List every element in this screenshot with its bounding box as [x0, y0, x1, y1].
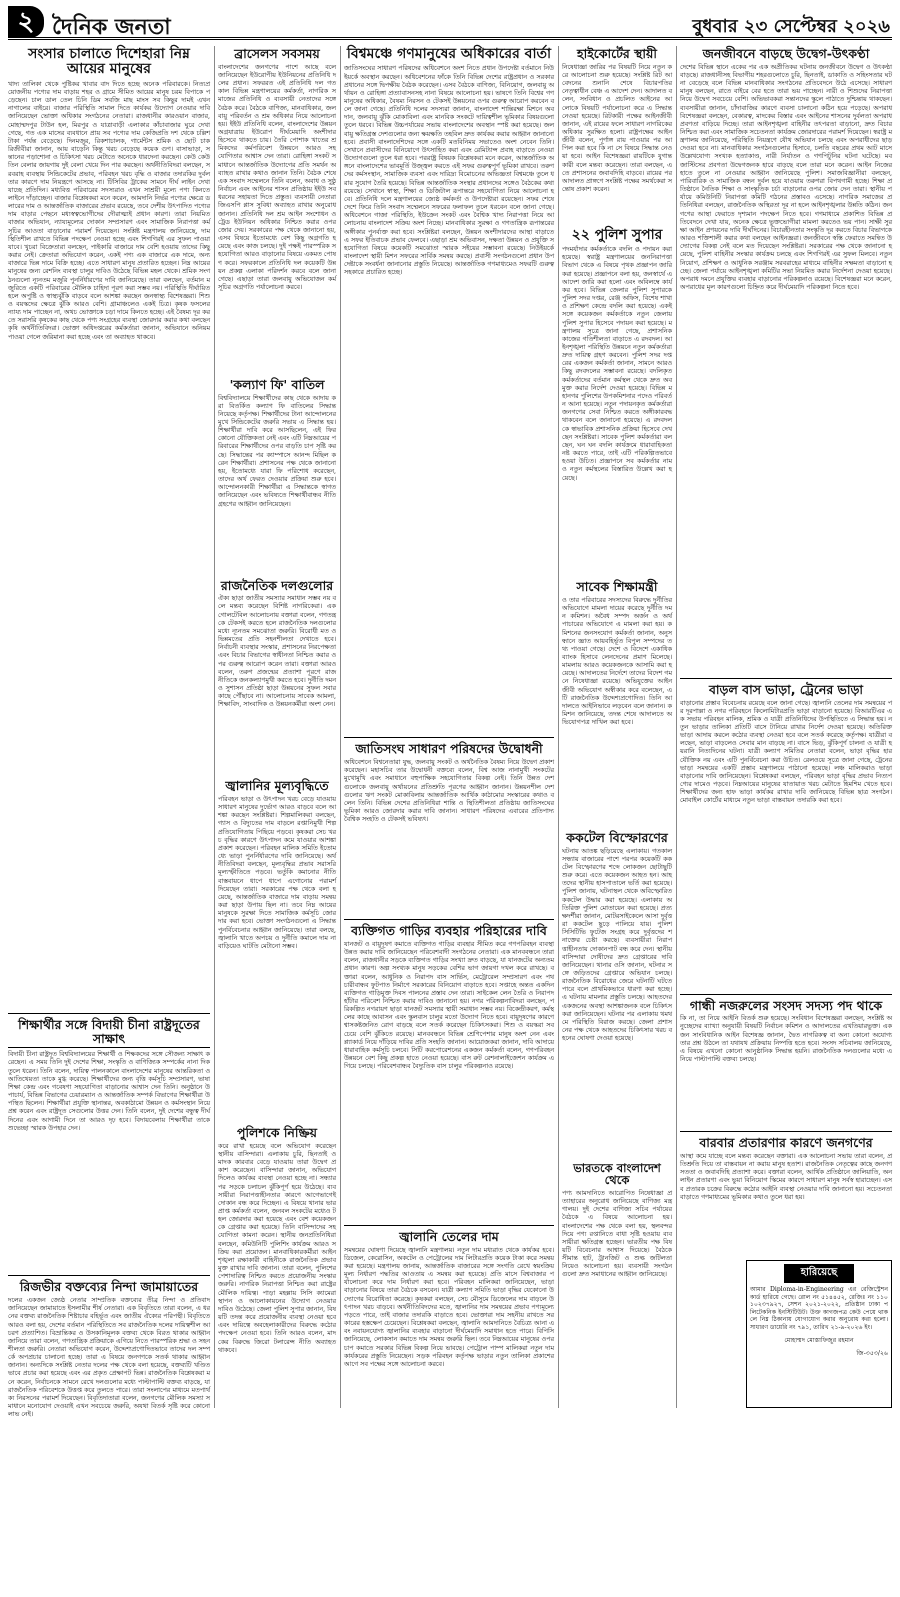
- article-body: বিদায়ী চীনা রাষ্ট্রদূত বিশ্ববিদ্যালয়ের শিক্ষার্থী ও শিক্ষকদের সঙ্গে সৌজন্য সাক্ষাৎ করেছেন। এ সময় তিনি দুই দেশের শিক্ষা, সংস্কৃতি ও বাণিজ্যিক সম্পর্কের নানা দিক তুলে ধরেন। তিনি বলেন, দায়িত্ব পালনকালে বাংলাদেশের মানুষের আন্তরিকতা ও আতিথেয়তা তাকে মুগ্ধ করেছে। শিক্ষার্থীদের জন্য বৃত্তি কর্মসূচি সম্প্রসারণ, ভাষা শিক্ষা কেন্দ্র এবং গবেষণা সহযোগিতা বাড়ানোর আশ্বাস দেন তিনি। অনুষ্ঠানে উপাচার্য, বিভিন্ন বিভাগের চেয়ারম্যান ও আন্তর্জাতিক সম্পর্ক বিভাগের শিক্ষার্থীরা উপস্থিত ছিলেন। শিক্ষার্থীরা প্রযুক্তি স্থানান্তর, অবকাঠামো উন্নয়ন ও কর্মসংস্থান নিয়ে প্রশ্ন করেন এবং রাষ্ট্রদূত সেগুলোর উত্তর দেন। তিনি বলেন, দুই দেশের বন্ধুত্ব দীর্ঘদিনের এবং আগামী দিনে তা আরও দৃঢ় হবে। বিদায়বেলায় শিক্ষার্থীরা তাকে শুভেচ্ছা স্মারক উপহার দেন।: [8, 1051, 210, 1132]
- article-fuel-oil-price: [344, 1230, 554, 1427]
- article-private-car-use: [344, 924, 554, 1221]
- article-body: নিষেধাজ্ঞা জারির পর বিষয়টি নিয়ে নতুন করে আলোচনা শুরু হয়েছে। সংশ্লিষ্ট রিট আবেদনের শুনানি শেষে বিচারপতির নেতৃত্বাধীন বেঞ্চ এ আদেশ দেন। আদালত বলেন, সংবিধান ও প্রচলিত আইনের আলোকে বিষয়টি পর্যালোচনা করে এ সিদ্ধান্ত নেওয়া হয়েছে। রিটকারী পক্ষের আইনজীবী জানান, এই রায়ের ফলে সাধারণ নাগরিকের অধিকার সুরক্ষিত হলো। রাষ্ট্রপক্ষের আইনজীবী বলেন, পূর্ণাঙ্গ রায় পাওয়ার পর আপিল করা হবে কি না সে বিষয়ে সিদ্ধান্ত নেওয়া হবে। আইন বিশেষজ্ঞরা রায়টিকে যুগান্তকারী বলে মন্তব্য করেছেন। তারা বলছেন, এতে প্রশাসনের জবাবদিহি বাড়বে। রায়ের পর আদালত প্রাঙ্গণে সংশ্লিষ্ট পক্ষের সমর্থকেরা সন্তোষ প্রকাশ করেন।: [562, 63, 672, 194]
- column-rule: [676, 46, 677, 1408]
- article-body: বাড়ানোর প্রস্তাব বিবেচনায় রয়েছে বলে জানা গেছে। জ্বালানি তেলের দাম সমন্বয়ের পর দূরপাল্লা ও নগর পরিবহনে কিলোমিটারপ্রতি ভাড়া বাড়ানো হয়েছে। বিআরটিএর এক সভায় পরিবহন মালিক, শ্রমিক ও যাত্রী প্রতিনিধিদের উপস্থিতিতে এ সিদ্ধান্ত হয়। নতুন ভাড়ার তালিকা প্রতিটি বাসে টানিয়ে রাখার নির্দেশ দেওয়া হয়েছে। অতিরিক্ত ভাড়া আদায় করলে কঠোর ব্যবস্থা নেওয়া হবে বলে সতর্ক করেছে কর্তৃপক্ষ। যাত্রীরা বলছেন, ভাড়া বাড়লেও সেবার মান বাড়ছে না। বাসে ভিড়, ঝুঁকিপূর্ণ চালনা ও যাত্রী হয়রানি নিত্যদিনের ঘটনা। যাত্রী কল্যাণ সমিতির নেতারা বলেন, ভাড়া বৃদ্ধির হার যৌক্তিক নয় এবং এটি পুনর্বিবেচনা করা উচিত। রেলওয়ে সূত্রে জানা গেছে, ট্রেনের ভাড়া সমন্বয়ের একটি প্রস্তাব মন্ত্রণালয়ে পাঠানো হয়েছে। লঞ্চ মালিকরাও ভাড়া বাড়ানোর দাবি জানিয়েছেন। বিশ্লেষকরা বলছেন, পরিবহন ভাড়া বৃদ্ধির প্রভাব নিত্যপণ্যের দামেও পড়বে। নিম্নআয়ের মানুষের যাতায়াত খরচ মেটাতে হিমশিম খেতে হবে। শিক্ষার্থীদের জন্য হাফ ভাড়া কার্যকর রাখার দাবি জানিয়েছে বিভিন্ন ছাত্র সংগঠন। মোবাইল কোর্টের মাধ্যমে নতুন ভাড়া বাস্তবায়ন তদারকি করা হবে।: [680, 699, 892, 805]
- column-1: [8, 46, 210, 1419]
- article-high-court: [562, 47, 672, 224]
- column-rule: [214, 46, 215, 1408]
- article-cost-of-living: [8, 47, 210, 1009]
- article-police-inactive: [218, 1126, 336, 1443]
- article-political-parties: [218, 579, 336, 776]
- article-body: পদমর্যাদার কর্মকর্তাকে বদলি ও পদায়ন করা হয়েছে। স্বরাষ্ট্র মন্ত্রণালয়ের জননিরাপত্তা বিভাগ থেকে এ বিষয়ে পৃথক প্রজ্ঞাপন জারি করা হয়েছে। প্রজ্ঞাপনে বলা হয়, জনস্বার্থে এ আদেশ জারি করা হলো এবং অবিলম্বে কার্যকর হবে। বিভিন্ন জেলার পুলিশ সুপারকে পুলিশ সদর দপ্তর, রেঞ্জ অফিস, বিশেষ শাখা ও প্রশিক্ষণ কেন্দ্রে বদলি করা হয়েছে। একই সঙ্গে কয়েকজন কর্মকর্তাকে নতুন জেলায় পুলিশ সুপার হিসেবে পদায়ন করা হয়েছে। মন্ত্রণালয় সূত্রে জানা গেছে, প্রশাসনিক কাজের গতিশীলতা বাড়াতে এ রদবদল। আইনশৃঙ্খলা পরিস্থিতি উন্নয়নে নতুন কর্মকর্তারা দ্রুত দায়িত্ব গ্রহণ করবেন। পুলিশ সদর দপ্তরের একজন কর্মকর্তা জানান, সামনে আরও কিছু রদবদলের সম্ভাবনা রয়েছে। বদলিকৃত কর্মকর্তাদের বর্তমান কর্মস্থল থেকে দ্রুত অবমুক্ত করার নির্দেশ দেওয়া হয়েছে। বিভিন্ন মহানগর পুলিশের উপকমিশনার পদেও পরিবর্তন আনা হয়েছে। নতুন পদায়নকৃত কর্মকর্তারা জনগণের সেবা নিশ্চিত করতে অঙ্গীকারবদ্ধ থাকবেন বলে জানানো হয়েছে। এ রদবদলকে স্বাভাবিক প্রশাসনিক প্রক্রিয়া হিসেবে দেখছেন সংশ্লিষ্টরা। সাবেক পুলিশ কর্মকর্তারা বলছেন, ঘন ঘন বদলি কার্যক্রমে ধারাবাহিকতা নষ্ট করতে পারে, তাই এটি পরিকল্পিতভাবে হওয়া উচিত। প্রজ্ঞাপনে সব কর্মকর্তার নাম ও নতুন কর্মস্থলের বিস্তারিত উল্লেখ করা হয়েছে।: [562, 246, 672, 482]
- article-headline: গান্ধী নজরুলের সংসদ সদস্য পদ থাকে: [689, 997, 883, 1013]
- article-public-anxiety: [680, 47, 892, 674]
- notice-title: হারিয়েছে: [784, 1264, 854, 1283]
- article-headline: ব্যক্তিগত গাড়ির ব্যবহার পরিহারের দাবি: [351, 923, 547, 939]
- article-headline: পুলিশকে নিষ্ক্রিয়: [236, 1125, 318, 1140]
- article-headline: ২২ পুলিশ সুপার: [571, 226, 663, 243]
- article-fuel-price-rise: [218, 779, 336, 1122]
- article-headline: জ্বালানি তেলের দাম: [399, 1228, 499, 1244]
- story-separator: [680, 678, 892, 679]
- story-separator: [680, 994, 892, 995]
- article-headline: রিজভীর বক্তব্যের নিন্দা জামায়াতের: [19, 1279, 199, 1295]
- article-body: বাংলাদেশের জনগণের পাশে আছে বলে জানিয়েছেন ইউরোপীয় ইউনিয়নের প্রতিনিধি দলের প্রধান। সফররত এই প্রতিনিধি দল গতকাল বিভিন্ন মন্ত্রণালয়ের কর্মকর্তা, নাগরিক সমাজের প্রতিনিধি ও ব্যবসায়ী নেতাদের সঙ্গে বৈঠক করে। বৈঠকে বাণিজ্য, মানবাধিকার, জলবায়ু পরিবর্তন ও শ্রম অধিকার নিয়ে আলোচনা হয়। ইইউ প্রতিনিধি বলেন, বাংলাদেশের উন্নয়ন অগ্রযাত্রায় ইউরোপ দীর্ঘমেয়াদি অংশীদার হিসেবে থাকতে চায়। তৈরি পোশাক খাতের শ্রমিকদের কর্মপরিবেশ উন্নয়নে আরও সহযোগিতার আশ্বাস দেন তারা। রোহিঙ্গা সংকট সমাধানে আন্তর্জাতিক উদ্যোগের প্রতি সমর্থন অব্যাহত রাখার কথাও জানান তিনি। বৈঠক শেষে এক সংবাদ সম্মেলনে তিনি বলেন, অবাধ ও সুষ্ঠু নির্বাচন এবং আইনের শাসন প্রতিষ্ঠায় ইইউ সব ধরনের সহায়তা দিতে প্রস্তুত। ব্যবসায়ী নেতারা জিএসপি প্লাস সুবিধা অব্যাহত রাখার অনুরোধ জানান। প্রতিনিধি দল শ্রম আইন সংশোধন ও ট্রেড ইউনিয়ন অধিকার নিশ্চিত করার ওপর জোর দেয়। সরকারের পক্ষ থেকে জানানো হয়, এসব বিষয়ে ইতোমধ্যে বেশ কিছু অগ্রগতি হয়েছে এবং কাজ চলছে। দুই পক্ষই পারস্পরিক সহযোগিতা আরও বাড়ানোর বিষয়ে একমত পোষণ করে। সফরকালে প্রতিনিধি দল কয়েকটি উন্নয়ন প্রকল্প এলাকা পরিদর্শন করবে বলে জানা গেছে। এছাড়া তারা জলবায়ু অভিযোজন কর্মসূচির অগ্রগতি পর্যালোচনা করবে।: [218, 63, 336, 291]
- article-body: আস্থা কমে যাচ্ছে বলে মন্তব্য করেছেন বক্তারা। এক আলোচনা সভায় তারা বলেন, প্রতিশ্রুতি দিয়ে তা বাস্তবায়ন না করায় মানুষ হতাশ। রাজনৈতিক নেতৃত্বের কাছে জনগণ সততা ও জবাবদিহি প্রত্যাশা করে। বক্তারা বলেন, আর্থিক প্রতিষ্ঠানে জালিয়াতি, অনলাইন প্রতারণা এবং ভুয়া বিনিয়োগ স্কিমের কারণে সাধারণ মানুষ সর্বস্ব হারাচ্ছেন। এসব প্রতারক চক্রের বিরুদ্ধে কঠোর আইনি ব্যবস্থা নেওয়ার দাবি জানানো হয়। সচেতনতা বাড়াতে গণমাধ্যমের ভূমিকার কথাও তুলে ধরা হয়।: [680, 1153, 892, 1201]
- story-separator: [344, 919, 554, 920]
- article-headline: জনজীবনে বাড়ছে উদ্বেগ-উৎকণ্ঠা: [702, 46, 870, 61]
- column-rule: [558, 46, 559, 1408]
- article-police-superintendents: [562, 228, 672, 576]
- column-2: [218, 46, 336, 1408]
- article-body: ও তার পরিবারের সদস্যদের বিরুদ্ধে দুর্নীতির অভিযোগে মামলা দায়ের করেছে দুর্নীতি দমন কমিশন। অবৈধ সম্পদ অর্জন ও অর্থ পাচারের অভিযোগে এ মামলা করা হয়। কমিশনের জনসংযোগ কর্মকর্তা জানান, অনুসন্ধানে জ্ঞাত আয়বহির্ভূত বিপুল সম্পদের তথ্য পাওয়া গেছে। দেশে ও বিদেশে একাধিক ব্যাংক হিসাবে লেনদেনের প্রমাণ মিলেছে। মামলায় আরও কয়েকজনকে আসামি করা হয়েছে। আদালতের নির্দেশে তাদের বিদেশ গমনে নিষেধাজ্ঞা রয়েছে। অভিযুক্তের আইনজীবী অভিযোগ অস্বীকার করে বলেছেন, এটি রাজনৈতিক উদ্দেশ্যপ্রণোদিত। তিনি আদালতে আইনিভাবে লড়বেন বলে জানান। কমিশন জানিয়েছে, তদন্ত শেষে আদালতে অভিযোগপত্র দাখিল করা হবে।: [562, 596, 672, 727]
- article-headline: 'কল্যাণ ফি' বাতিল: [229, 376, 325, 392]
- article-brussels: [218, 47, 336, 374]
- article-body: কি না, তা নিয়ে আইনি বিতর্ক শুরু হয়েছে। সংবিধান বিশেষজ্ঞরা বলছেন, সংশ্লিষ্ট অনুচ্ছেদের ব্যাখ্যা অনুযায়ী বিষয়টি নির্বাচন কমিশন ও আদালতের এখতিয়ারভুক্ত। একজন সাংবিধানিক আইন বিশেষজ্ঞ জানান, দ্বৈত নাগরিকত্ব বা অন্য কোনো অযোগ্যতার প্রশ্ন উঠলে তা যথাযথ প্রক্রিয়ায় নিষ্পত্তি হতে হবে। সংসদ সচিবালয় জানিয়েছে, এ বিষয়ে এখনো কোনো আনুষ্ঠানিক সিদ্ধান্ত হয়নি। রাজনৈতিক দলগুলোর মধ্যে এ নিয়ে পাল্টাপাল্টি বক্তব্য চলছে।: [680, 1015, 892, 1064]
- article-body: দেশের বিভিন্ন স্থানে একের পর এক অপ্রীতিকর ঘটনায় জনজীবনে উদ্বেগ ও উৎকণ্ঠা বাড়ছে। রাজধানীসহ বিভাগীয় শহরগুলোতে চুরি, ছিনতাই, ডাকাতি ও সহিংসতার ঘটনা বেড়েছে বলে বিভিন্ন মানবাধিকার সংগঠনের প্রতিবেদনে উঠে এসেছে। সাধারণ মানুষ বলছেন, রাতে বাইরে বের হতে তারা ভয় পাচ্ছেন। নারী ও শিশুদের নিরাপত্তা নিয়ে উদ্বেগ সবচেয়ে বেশি। অভিভাবকরা সন্তানদের স্কুলে পাঠাতে দুশ্চিন্তায় থাকছেন। ব্যবসায়ীরা জানান, চাঁদাবাজির কারণে ব্যবসা চালানো কঠিন হয়ে পড়েছে। অপরাধ বিশেষজ্ঞরা বলছেন, বেকারত্ব, মাদকের বিস্তার এবং আইনের শাসনের দুর্বলতা অপরাধ প্রবণতা বাড়িয়ে দিচ্ছে। তারা আইনশৃঙ্খলা বাহিনীর তৎপরতা বাড়ানো, দ্রুত বিচার নিশ্চিত করা এবং সামাজিক সচেতনতা কার্যক্রম জোরদারের পরামর্শ দিয়েছেন। স্বরাষ্ট্র মন্ত্রণালয় জানিয়েছে, পরিস্থিতি নিয়ন্ত্রণে যৌথ অভিযান চলছে এবং অপরাধীদের ছাড় দেওয়া হবে না। মানবাধিকার সংগঠনগুলোর হিসাবে, চলতি বছরের প্রথম আট মাসে উল্লেখযোগ্য সংখ্যক হত্যাকাণ্ড, নারী নির্যাতন ও গণপিটুনির ঘটনা ঘটেছে। মব জাস্টিসের প্রবণতা উদ্বেগজনক হারে বাড়ছে বলে তারা মনে করেন। আইন নিজের হাতে তুলে না নেওয়ার আহ্বান জানিয়েছে পুলিশ। সমাজবিজ্ঞানীরা বলছেন, পারিবারিক ও সামাজিক বন্ধন দুর্বল হয়ে যাওয়ায় তরুণরা বিপথগামী হচ্ছে। শিক্ষা প্রতিষ্ঠানে নৈতিক শিক্ষা ও সাংস্কৃতিক চর্চা বাড়ানোর ওপর জোর দেন তারা। স্থানীয় পর্যায়ে কমিউনিটি নিরাপত্তা কমিটি গঠনের প্রস্তাবও এসেছে। নাগরিক সমাজের প্রতিনিধিরা বলছেন, রাজনৈতিক অস্থিরতা দূর না হলে আইনশৃঙ্খলার উন্নতি কঠিন। জনগণের আস্থা ফেরাতে দৃশ্যমান পদক্ষেপ নিতে হবে। গণমাধ্যমে প্রকাশিত বিভিন্ন প্রতিবেদনে দেখা যায়, অনেক ক্ষেত্রে ভুক্তভোগীরা মামলা করতেও ভয় পান। সাক্ষী সুরক্ষা আইন প্রণয়নের দাবি দীর্ঘদিনের। বিচারহীনতার সংস্কৃতি দূর করতে বিচার বিভাগকে আরও শক্তিশালী করার কথা বলছেন আইনজ্ঞরা। জনজীবনে স্বস্তি ফেরাতে সমন্বিত উদ্যোগের বিকল্প নেই বলে মত দিয়েছেন সংশ্লিষ্টরা। সরকারের পক্ষ থেকে জানানো হয়েছে, পুলিশ বাহিনীর সংস্কার কার্যক্রম চলছে এবং শিগগিরই এর সুফল মিলবে। নতুন নিয়োগ, প্রশিক্ষণ ও আধুনিক সরঞ্জাম সরবরাহের মাধ্যমে বাহিনীর সক্ষমতা বাড়ানো হচ্ছে। জেলা পর্যায়ে আইনশৃঙ্খলা কমিটির সভা নিয়মিত করার নির্দেশনা দেওয়া হয়েছে। অপরাধ দমনে প্রযুক্তির ব্যবহার বাড়ানোর পরিকল্পনাও রয়েছে। বিশেষজ্ঞরা মনে করেন, অপরাধের মূল কারণগুলো চিহ্নিত করে দীর্ঘমেয়াদি পরিকল্পনা নিতে হবে।: [680, 63, 892, 291]
- article-headline: সংসার চালাতে দিশেহারা নিম্ন আয়ের মানুষের: [28, 46, 190, 78]
- article-body: খাদ্য তালিকা থেকে পুষ্টিকর খাবার বাদ দিতে হচ্ছে অনেক পরিবারকে। নিত্যপ্রয়োজনীয় পণ্যের দাম বাড়ায় শহর ও গ্রামে সীমিত আয়ের মানুষ চরম বিপাকে পড়েছেন। চাল ডাল তেল চিনি ডিম সবজি মাছ মাংস সব কিছুর দামই এখন নাগালের বাইরে। বাজার পরিস্থিতি সামাল দিতে কার্যকর উদ্যোগ নেওয়ার দাবি জানিয়েছেন ভোক্তা অধিকার সংগঠনের নেতারা। রাজধানীর কারওয়ান বাজার, মোহাম্মদপুর টাউন হল, মিরপুর ও যাত্রাবাড়ী এলাকার কাঁচাবাজার ঘুরে দেখা গেছে, গত এক মাসের ব্যবধানে প্রায় সব পণ্যের দাম কেজিপ্রতি দশ থেকে চল্লিশ টাকা পর্যন্ত বেড়েছে। দিনমজুর, রিকশাচালক, গার্মেন্টস শ্রমিক ও ছোট চাকরিজীবীরা জানান, আয় বাড়েনি কিন্তু খরচ বেড়েছে কয়েক গুণ। বাসাভাড়া, সন্তানের পড়াশোনা ও চিকিৎসা খরচ মেটাতে অনেকে ধারদেনা করছেন। কেউ কেউ তিন বেলার জায়গায় দুই বেলা খেয়ে দিন পার করছেন। অর্থনীতিবিদরা বলছেন, সরবরাহ ব্যবস্থায় সিন্ডিকেটের প্রভাব, পরিবহন খরচ বৃদ্ধি ও বাজার তদারকির দুর্বলতার কারণে দাম নিয়ন্ত্রণে আসছে না। টিসিবির ট্রাকের সামনে দীর্ঘ লাইন দেখা যাচ্ছে প্রতিদিন। মধ্যবিত্ত পরিবারের সদস্যরাও এখন সাশ্রয়ী মূল্যে পণ্য কিনতে লাইনে দাঁড়াচ্ছেন। বাজার বিশ্লেষকরা মনে করেন, আমদানি নির্ভর পণ্যের ক্ষেত্রে ডলারের দাম ও আন্তর্জাতিক বাজারের প্রভাব রয়েছে, তবে দেশীয় উৎপাদিত পণ্যের দাম বাড়ার পেছনে মধ্যস্বত্বভোগীদের দৌরাত্ম্যই প্রধান কারণ। তারা নিয়মিত বাজার অভিযান, ন্যায্যমূল্যের দোকান সম্প্রসারণ এবং সামাজিক নিরাপত্তা কর্মসূচির আওতা বাড়ানোর পরামর্শ দিয়েছেন। সংশ্লিষ্ট মন্ত্রণালয় জানিয়েছে, দাম স্থিতিশীল রাখতে বিভিন্ন পদক্ষেপ নেওয়া হচ্ছে এবং শিগগিরই এর সুফল পাওয়া যাবে। খুচরা বিক্রেতারা বলছেন, পাইকারি বাজারে দাম বেশি হওয়ায় তাদের কিছু করার নেই। ক্রেতারা অভিযোগ করেন, একই পণ্য এক বাজারে এক দামে, অন্য বাজারে ভিন্ন দামে বিক্রি হচ্ছে। এতে সাধারণ মানুষ প্রতারিত হচ্ছেন। নিম্ন আয়ের মানুষের জন্য রেশনিং ব্যবস্থা চালুর দাবিও উঠেছে বিভিন্ন মহল থেকে। শ্রমিক সংগঠনগুলো ন্যূনতম মজুরি পুনর্নির্ধারণের দাবি জানিয়েছে। তারা বলছেন, বর্তমান মজুরিতে একটি পরিবারের মৌলিক চাহিদা পূরণ করা সম্ভব নয়। পরিস্থিতি দীর্ঘায়িত হলে অপুষ্টি ও স্বাস্থ্যঝুঁকি বাড়বে বলে আশঙ্কা করছেন জনস্বাস্থ্য বিশেষজ্ঞরা। শিশু ও বয়স্কদের ক্ষেত্রে ঝুঁকি আরও বেশি। গ্রামাঞ্চলেও একই চিত্র। কৃষক ফসলের ন্যায্য দাম পাচ্ছেন না, অথচ ভোক্তাকে চড়া দামে কিনতে হচ্ছে। এই বৈষম্য দূর করতে সরাসরি কৃষকের কাছ থেকে পণ্য সংগ্রহের ব্যবস্থা জোরদার করার কথা বলছেন কৃষি অর্থনীতিবিদরা। ভোক্তা অধিদপ্তরের কর্মকর্তারা জানান, অভিযানে অনিয়ম পাওয়া গেলে জরিমানা করা হচ্ছে এবং তা অব্যাহত থাকবে।: [8, 80, 210, 341]
- article-rizvi-statement: [8, 1280, 210, 1597]
- article-headline: সাবেক শিক্ষামন্ত্রী: [576, 579, 658, 595]
- column-3: [344, 46, 554, 1408]
- article-headline: ব্রাসেলস সবসময়: [234, 46, 320, 61]
- article-headline: জাতিসংঘ সাধারণ পরিষদের উদ্বোধনী: [355, 741, 543, 757]
- article-body: অধিবেশনে বিশ্বনেতারা যুদ্ধ, জলবায়ু সংকট ও অর্থনৈতিক বৈষম্য নিয়ে উদ্বেগ প্রকাশ করেছেন। মহাসচিব তার উদ্বোধনী বক্তব্যে বলেন, বিশ্ব আজ নানামুখী সংকটের মুখোমুখি এবং সমাধানে বহুপাক্ষিক সহযোগিতার বিকল্প নেই। তিনি উন্নত দেশগুলোকে জলবায়ু অর্থায়নের প্রতিশ্রুতি পূরণের আহ্বান জানান। উন্নয়নশীল দেশগুলোর ঋণ সংকট মোকাবিলায় আন্তর্জাতিক আর্থিক কাঠামোর সংস্কারের কথাও বলেন তিনি। বিভিন্ন দেশের প্রতিনিধিরা শান্তি ও স্থিতিশীলতা প্রতিষ্ঠায় জাতিসংঘের ভূমিকা আরও জোরদার করার দাবি জানান। সাধারণ পরিষদের এবারের প্রতিপাদ্য বৈশ্বিক সংহতি ও টেকসই ভবিষ্যৎ।: [344, 759, 554, 824]
- article-body: দলের একজন জ্যেষ্ঠ নেতার সাম্প্রতিক বক্তব্যের তীব্র নিন্দা ও প্রতিবাদ জানিয়েছেন জামায়াতে ইসলামীর শীর্ষ নেতারা। এক বিবৃতিতে তারা বলেন, এ ধরনের বক্তব্য রাজনৈতিক শিষ্টাচার বহির্ভূত এবং জাতীয় ঐক্যের পরিপন্থী। বিবৃতিতে আরও বলা হয়, দেশের বর্তমান পরিস্থিতিতে সব রাজনৈতিক দলের দায়িত্বশীল আচরণ প্রত্যাশিত। বিভ্রান্তিকর ও উসকানিমূলক বক্তব্য থেকে বিরত থাকার আহ্বান জানিয়ে তারা বলেন, গণতান্ত্রিক প্রক্রিয়াকে এগিয়ে নিতে পারস্পরিক শ্রদ্ধা ও সহনশীলতা জরুরি। নেতারা অভিযোগ করেন, উদ্দেশ্যপ্রণোদিতভাবে তাদের দল সম্পর্কে অপপ্রচার চালানো হচ্ছে। তারা এ বিষয়ে জনগণকে সতর্ক থাকার আহ্বান জানান। অন্যদিকে সংশ্লিষ্ট নেতার দলের পক্ষ থেকে বলা হয়েছে, বক্তব্যটি খণ্ডিতভাবে প্রচার করা হয়েছে এবং এর প্রকৃত প্রেক্ষাপট ভিন্ন। রাজনৈতিক বিশ্লেষকরা মনে করেন, নির্বাচনকে সামনে রেখে দলগুলোর মধ্যে পাল্টাপাল্টি বক্তব্য বাড়ছে, যা রাজনৈতিক পরিবেশকে উত্তপ্ত করে তুলতে পারে। তারা সংলাপের মাধ্যমে মতপার্থক্য নিরসনের পরামর্শ দিয়েছেন। বিবৃতিদাতারা বলেন, জনগণের মৌলিক সমস্যা সমাধানে মনোযোগ দেওয়াই এখন সবচেয়ে জরুরি, অযথা বিতর্ক সৃষ্টি করে কোনো লাভ নেই।: [8, 1297, 210, 1419]
- article-headline: শিক্ষার্থীর সঙ্গে বিদায়ী চীনা রাষ্ট্রদূতের সাক্ষাৎ: [8, 1018, 210, 1049]
- article-headline: বিশ্বমঞ্চে গণমানুষের অধিকারের বার্তা: [346, 46, 552, 62]
- article-former-education-minister: [562, 580, 672, 827]
- masthead: [8, 6, 892, 40]
- notice-code: জি-৩৫৩/২৬: [856, 1349, 888, 1357]
- column-rule: [340, 46, 341, 1408]
- notice-body: আমার Diploma-in-Engineering এর রেজিস্ট্রেশন কার্ড হারিয়ে গেছে। রোল নং ৫১৪৪৫২, রেজিঃ নং ১১০১০২৩৭৯২৭, সেশন ২০২১-২০২২, প্রতিষ্ঠান ঢাকা পলিটেকনিক ইনস্টিটিউট। উক্ত কাগজপত্র কেউ পেয়ে থাকলে নিম্ন ঠিকানায় যোগাযোগ করার অনুরোধ করা হলো। সাধারণ ডায়েরি নং ৭৯১, তারিখ ২১-৯-২০২৬ ইং।: [750, 1286, 888, 1331]
- article-body: যানজট ও বায়ুদূষণ কমাতে ব্যক্তিগত গাড়ির ব্যবহার সীমিত করে গণপরিবহন ব্যবস্থা উন্নত করার দাবি জানিয়েছেন পরিবেশবাদী সংগঠনের নেতারা। এক মানববন্ধনে তারা বলেন, রাজধানীর সড়কে ব্যক্তিগত গাড়ির সংখ্যা দ্রুত বাড়ছে, যা যানজটের অন্যতম প্রধান কারণ। অল্প সংখ্যক মানুষ সড়কের বেশির ভাগ জায়গা দখল করে রাখছে। বক্তারা বলেন, আধুনিক ও নিরাপদ বাস সার্ভিস, মেট্রোরেল সম্প্রসারণ এবং পথচারীবান্ধব ফুটপাত নির্মাণে সরকারের বিনিয়োগ বাড়াতে হবে। সপ্তাহে অন্তত একদিন ব্যক্তিগত গাড়িমুক্ত দিবস পালনের প্রস্তাব দেন তারা। সাইকেল লেন তৈরি ও নিরাপদ হাঁটার পরিবেশ নিশ্চিত করার দাবিও জানানো হয়। নগর পরিকল্পনাবিদরা বলছেন, পরিকল্পিত নগরায়ণ ছাড়া যানজট সমস্যার স্থায়ী সমাধান সম্ভব নয়। বিকেন্দ্রীকরণ, কর্মস্থলের কাছে আবাসন এবং স্কুলবাস চালুর মতো উদ্যোগ নিতে হবে। বায়ুদূষণের কারণে শ্বাসকষ্টজনিত রোগ বাড়ছে বলে সতর্ক করেছেন চিকিৎসকরা। শিশু ও বয়স্করা সবচেয়ে বেশি ঝুঁকিতে রয়েছে। মানববন্ধনে বিভিন্ন শ্রেণিপেশার মানুষ অংশ নেন এবং প্ল্যাকার্ড নিয়ে দাঁড়িয়ে দাবির প্রতি সংহতি জানান। আয়োজকরা জানান, দাবি আদায়ে ধারাবাহিক কর্মসূচি চলবে। সিটি করপোরেশনের একজন কর্মকর্তা বলেন, গণপরিবহন উন্নয়নে বেশ কিছু প্রকল্প হাতে নেওয়া হয়েছে। বাস রুট রেশনালাইজেশন কার্যক্রম এগিয়ে চলছে। পরিবেশবান্ধব বৈদ্যুতিক বাস চালুর পরিকল্পনাও রয়েছে।: [344, 940, 554, 1071]
- article-headline: ককটেল বিস্ফোরণের: [566, 829, 668, 845]
- article-welfare-fee: [218, 378, 336, 575]
- story-separator: [344, 1225, 554, 1226]
- article-headline: রাজনৈতিক দলগুলোর: [220, 577, 334, 593]
- article-un-general-assembly: [344, 742, 554, 915]
- story-separator: [344, 737, 554, 738]
- story-separator: [8, 1013, 210, 1014]
- article-cocktail-blast: [562, 831, 672, 1158]
- lost-notice: [746, 1260, 892, 1408]
- article-body: সমন্বয়ের ঘোষণা দিয়েছে জ্বালানি মন্ত্রণালয়। নতুন দাম মধ্যরাত থেকে কার্যকর হবে। ডিজেল, কেরোসিন, অকটেন ও পেট্রোলের দাম লিটারপ্রতি কয়েক টাকা করে সমন্বয় করা হয়েছে। মন্ত্রণালয় জানায়, আন্তর্জাতিক বাজারের সঙ্গে সংগতি রেখে স্বয়ংক্রিয় মূল্য নির্ধারণ পদ্ধতির আওতায় এ সমন্বয় করা হয়েছে। প্রতি মাসে বিশ্ববাজার পর্যালোচনা করে দাম নির্ধারণ করা হবে। পরিবহন মালিকরা জানিয়েছেন, ভাড়া বাড়ানোর বিষয়ে তারা বৈঠকে বসবেন। যাত্রী কল্যাণ সমিতি ভাড়া বৃদ্ধির যেকোনো উদ্যোগের বিরোধিতা করেছে। কৃষকরা বলছেন, সেচ মৌসুমে ডিজেলের দাম বাড়লে উৎপাদন খরচ বাড়বে। অর্থনীতিবিদদের মতে, জ্বালানির দাম সমন্বয়ের প্রভাব পণ্যমূল্যে পড়তে পারে, তাই বাজার তদারকি বাড়াতে হবে। ভোক্তারা দাম সহনীয় রাখতে সরকারের হস্তক্ষেপ চেয়েছেন। বিশ্লেষকরা বলছেন, জ্বালানি আমদানিতে বৈচিত্র্য আনা এবং নবায়নযোগ্য জ্বালানির ব্যবহার বাড়ানো দীর্ঘমেয়াদি সমাধান হতে পারে। বিপিসি জানিয়েছে, লোকসান কমাতে দাম সমন্বয় জরুরি ছিল। তবে নিম্নআয়ের মানুষের ওপর চাপ কমাতে সরকার বিভিন্ন বিকল্প নিয়ে ভাবছে। পেট্রোল পাম্প মালিকরা নতুন দাম কার্যকরের প্রস্তুতি নিয়েছেন। সড়ক পরিবহন কর্তৃপক্ষ ভাড়ার নতুন তালিকা প্রকাশের আগে সব পক্ষের সঙ্গে আলোচনা করবে।: [344, 1246, 554, 1368]
- article-body: করে রাখা হয়েছে বলে অভিযোগ করেছেন স্থানীয় বাসিন্দারা। এলাকায় চুরি, ছিনতাই ও মাদক কারবার বেড়ে যাওয়ায় তারা উদ্বেগ প্রকাশ করেছেন। বাসিন্দারা জানান, অভিযোগ দিলেও কার্যকর ব্যবস্থা নেওয়া হচ্ছে না। সন্ধ্যার পর সড়কে চলাচল ঝুঁকিপূর্ণ হয়ে উঠেছে। ব্যবসায়ীরা নিরাপত্তাহীনতার কারণে আগেভাগেই দোকান বন্ধ করে দিচ্ছেন। এ বিষয়ে থানার ভারপ্রাপ্ত কর্মকর্তা বলেন, জনবল সংকটের মধ্যেও টহল জোরদার করা হয়েছে এবং বেশ কয়েকজনকে গ্রেপ্তার করা হয়েছে। তিনি বাসিন্দাদের সহযোগিতা কামনা করেন। স্থানীয় জনপ্রতিনিধিরা বলছেন, কমিউনিটি পুলিশিং কার্যক্রম আরও সক্রিয় করা প্রয়োজন। মানবাধিকারকর্মীরা আইনশৃঙ্খলা রক্ষাকারী বাহিনীকে রাজনৈতিক প্রভাবমুক্ত রাখার দাবি জানান। তারা বলেন, পুলিশের পেশাদারিত্ব নিশ্চিত করতে প্রয়োজনীয় সংস্কার জরুরি। নাগরিক নিরাপত্তা নিশ্চিত করা রাষ্ট্রের মৌলিক দায়িত্ব। পাড়া মহল্লায় সিসি ক্যামেরা স্থাপন ও আলোকায়নের উদ্যোগ নেওয়ার দাবিও উঠেছে। জেলা পুলিশ সুপার জানান, বিষয়টি তদন্ত করে প্রয়োজনীয় ব্যবস্থা নেওয়া হবে এবং দায়িত্বে অবহেলাকারীদের বিরুদ্ধে কঠোর পদক্ষেপ নেওয়া হবে। তিনি আরও বলেন, মাদকের বিরুদ্ধে জিরো টলারেন্স নীতি অব্যাহত থাকবে।: [218, 1142, 336, 1354]
- column-5: [680, 46, 892, 1256]
- article-mp-membership: [680, 999, 892, 1128]
- article-india-import: [562, 1162, 672, 1390]
- page-number: ২: [8, 6, 44, 38]
- notice-signature: মোহাম্মদ মোস্তাফিজুর রহমান: [784, 1336, 854, 1344]
- article-body: জাতিসংঘের সাধারণ পরিষদের অধিবেশনে অংশ নিতে প্রধান উপদেষ্টা বর্তমানে নিউইয়র্কে অবস্থান করছেন। অধিবেশনের ফাঁকে তিনি বিভিন্ন দেশের রাষ্ট্রপ্রধান ও সরকারপ্রধানের সঙ্গে দ্বিপক্ষীয় বৈঠক করেছেন। এসব বৈঠকে বাণিজ্য, বিনিয়োগ, জলবায়ু অর্থায়ন ও রোহিঙ্গা প্রত্যাবাসনসহ নানা বিষয়ে আলোচনা হয়। ভাষণে তিনি বিশ্বের গণমানুষের অধিকার, বৈষম্য নিরসন ও টেকসই উন্নয়নের ওপর গুরুত্ব আরোপ করবেন বলে জানা গেছে। প্রতিনিধি দলের সদস্যরা জানান, বাংলাদেশ শান্তিরক্ষা মিশনে অবদান, জলবায়ু ঝুঁকি মোকাবিলা এবং মানবিক সংকটে দায়িত্বশীল ভূমিকার বিষয়গুলো তুলে ধরবে। বিভিন্ন উচ্চপর্যায়ের সভায় বাংলাদেশের অবস্থান স্পষ্ট করা হয়েছে। জলবায়ু ক্ষতিগ্রস্ত দেশগুলোর জন্য ক্ষয়ক্ষতি তহবিল দ্রুত কার্যকর করার আহ্বান জানানো হবে। প্রবাসী বাংলাদেশিদের সঙ্গে একটি মতবিনিময় সভাতেও অংশ নেবেন তিনি। সেখানে প্রবাসীদের বিনিয়োগে উৎসাহিত করা এবং রেমিট্যান্স প্রবাহ বাড়াতে নেওয়া উদ্যোগগুলো তুলে ধরা হবে। পররাষ্ট্র বিষয়ক বিশ্লেষকরা মনে করেন, আন্তর্জাতিক অঙ্গনে বাংলাদেশের ভাবমূর্তি উজ্জ্বল করতে এই সফর গুরুত্বপূর্ণ ভূমিকা রাখবে। তরুণদের কর্মসংস্থান, সামাজিক ব্যবসা এবং দারিদ্র্য বিমোচনের অভিজ্ঞতা বিশ্বমঞ্চে তুলে ধরার সুযোগ তৈরি হয়েছে। বিভিন্ন আন্তর্জাতিক সংস্থার প্রধানদের সঙ্গেও বৈঠকের কথা রয়েছে। সেখানে স্বাস্থ্য, শিক্ষা ও ডিজিটাল রূপান্তরে সহযোগিতা নিয়ে আলোচনা হবে। প্রতিনিধি দলে মন্ত্রণালয়ের জ্যেষ্ঠ কর্মকর্তা ও উপদেষ্টারা রয়েছেন। সফর শেষে দেশে ফিরে তিনি সংবাদ সম্মেলনে সফরের ফলাফল তুলে ধরবেন বলে জানা গেছে। অধিবেশনে গাজা পরিস্থিতি, ইউক্রেন সংকট এবং বৈশ্বিক খাদ্য নিরাপত্তা নিয়ে আলোচনায় বাংলাদেশ সক্রিয় অংশ নিচ্ছে। মানবাধিকার সুরক্ষা ও গণতান্ত্রিক রূপান্তরের অঙ্গীকার পুনর্ব্যক্ত করা হবে। সংশ্লিষ্টরা বলছেন, উন্নয়ন অংশীদারদের আস্থা বাড়াতে এ সফর ইতিবাচক প্রভাব ফেলবে। এছাড়া শ্রম অভিবাসন, দক্ষতা উন্নয়ন ও প্রযুক্তি সহযোগিতা বিষয়ে কয়েকটি সমঝোতা স্মারক সইয়ের সম্ভাবনা রয়েছে। নিউইয়র্কে বাংলাদেশ স্থায়ী মিশন সফরের সার্বিক সমন্বয় করছে। প্রবাসী সংগঠনগুলো প্রধান উপদেষ্টাকে সংবর্ধনা জানানোর প্রস্তুতি নিয়েছে। আন্তর্জাতিক গণমাধ্যমেও সফরটি গুরুত্ব সহকারে প্রচারিত হচ্ছে।: [344, 65, 554, 277]
- article-body: পণ্য আমদানিতে আরোপিত নিষেধাজ্ঞা প্রত্যাহারের অনুরোধ জানিয়েছে বাণিজ্য মন্ত্রণালয়। দুই দেশের বাণিজ্য সচিব পর্যায়ের বৈঠকে এ বিষয়ে আলোচনা হয়। বাংলাদেশের পক্ষ থেকে বলা হয়, স্থলবন্দর দিয়ে পণ্য রপ্তানিতে বাধা সৃষ্টি হওয়ায় ব্যবসায়ীরা ক্ষতিগ্রস্ত হচ্ছেন। ভারতীয় পক্ষ বিষয়টি বিবেচনার আশ্বাস দিয়েছে। বৈঠকে সীমান্ত হাট, ট্রানজিট ও শুল্ক জটিলতা নিয়েও আলোচনা হয়। ব্যবসায়ী সংগঠনগুলো দ্রুত সমাধানের আহ্বান জানিয়েছে।: [562, 1189, 672, 1279]
- story-separator: [8, 1275, 210, 1276]
- story-separator: [680, 1131, 892, 1132]
- article-repeated-fraud: [680, 1136, 892, 1223]
- article-un-rights-message: [344, 47, 554, 733]
- newspaper-name: দৈনিক জনতা: [52, 14, 171, 40]
- article-body: পরিবহন ভাড়া ও উৎপাদন খরচ বেড়ে যাওয়ায় সাধারণ মানুষের দুর্ভোগ আরও বাড়বে বলে আশঙ্কা করছেন সংশ্লিষ্টরা। শিল্পমালিকরা বলছেন, গ্যাস ও বিদ্যুতের দাম বাড়লে রপ্তানিমুখী শিল্প প্রতিযোগিতায় পিছিয়ে পড়বে। কৃষকরা সেচ খরচ বৃদ্ধির কারণে উৎপাদন কমে যাওয়ার আশঙ্কা প্রকাশ করেছেন। পরিবহন মালিক সমিতি ইতোমধ্যে ভাড়া পুনর্নির্ধারণের দাবি জানিয়েছে। অর্থনীতিবিদরা বলছেন, মূল্যবৃদ্ধির প্রভাব সরাসরি মূল্যস্ফীতিতে পড়বে। ভর্তুকি কমানোর নীতি বাস্তবায়নে ধাপে ধাপে এগোনোর পরামর্শ দিয়েছেন তারা। সরকারের পক্ষ থেকে বলা হয়েছে, আন্তর্জাতিক বাজারে দাম বাড়ায় সমন্বয় করা ছাড়া উপায় ছিল না। তবে নিম্ন আয়ের মানুষকে সুরক্ষা দিতে সামাজিক কর্মসূচি জোরদার করা হবে। ভোক্তা সংগঠনগুলো এ সিদ্ধান্ত পুনর্বিবেচনার আহ্বান জানিয়েছে। তারা বলছে, জ্বালানি খাতে অপচয় ও দুর্নীতি কমালে দাম না বাড়িয়েও ঘাটতি মেটানো সম্ভব।: [218, 796, 336, 950]
- issue-date: বুধবার ২৩ সেপ্টেম্বর ২০২৬: [692, 16, 890, 37]
- article-headline: বারবার প্রতারণার কারণে জনগণের: [699, 1135, 873, 1151]
- column-4: [562, 46, 672, 1408]
- article-body: ঐক্য ছাড়া জাতীয় সমস্যার সমাধান সম্ভব নয় বলে মন্তব্য করেছেন বিশিষ্ট নাগরিকেরা। এক গোলটেবিল আলোচনায় বক্তারা বলেন, গণতন্ত্রকে টেকসই করতে হলে রাজনৈতিক দলগুলোর মধ্যে ন্যূনতম সমঝোতা জরুরি। বিরোধী মত ও ভিন্নমতের প্রতি সহনশীলতা দেখাতে হবে। নির্বাচনী ব্যবস্থার সংস্কার, প্রশাসনের নিরপেক্ষতা এবং বিচার বিভাগের স্বাধীনতা নিশ্চিত করার ওপর গুরুত্ব আরোপ করেন তারা। বক্তারা আরও বলেন, তরুণ প্রজন্মের প্রত্যাশা পূরণে রাজনীতিকে জনকল্যাণমুখী করতে হবে। দুর্নীতি দমন ও সুশাসন প্রতিষ্ঠা ছাড়া উন্নয়নের সুফল সবার কাছে পৌঁছাবে না। আলোচনায় সাবেক আমলা, শিক্ষাবিদ, সাংবাদিক ও উন্নয়নকর্মীরা অংশ নেন।: [218, 595, 336, 709]
- article-body: বিশ্ববিদ্যালয়ে শিক্ষার্থীদের কাছ থেকে আদায় করা বিতর্কিত কল্যাণ ফি বাতিলের সিদ্ধান্ত নিয়েছে কর্তৃপক্ষ। শিক্ষার্থীদের টানা আন্দোলনের মুখে সিন্ডিকেটের জরুরি সভায় এ সিদ্ধান্ত হয়। শিক্ষার্থীরা দাবি করে আসছিলেন, এই ফির কোনো যৌক্তিকতা নেই এবং এটি নিম্নআয়ের পরিবারের শিক্ষার্থীদের ওপর বাড়তি চাপ সৃষ্টি করছে। সিদ্ধান্তের পর ক্যাম্পাসে আনন্দ মিছিল করেন শিক্ষার্থীরা। প্রশাসনের পক্ষ থেকে জানানো হয়, ইতোমধ্যে যারা ফি পরিশোধ করেছেন, তাদের অর্থ ফেরত দেওয়ার প্রক্রিয়া শুরু হবে। আন্দোলনকারী শিক্ষার্থীরা এ সিদ্ধান্তকে স্বাগত জানিয়েছেন এবং ভবিষ্যতে শিক্ষার্থীবান্ধব নীতি গ্রহণের আহ্বান জানিয়েছেন।: [218, 394, 336, 508]
- article-bus-fare: [680, 683, 892, 990]
- article-headline: হাইকোর্টের স্থায়ী: [577, 46, 657, 61]
- article-headline: বাড়ল বাস ভাড়া, ট্রেনের ভাড়া: [708, 681, 864, 697]
- article-headline: জ্বালানির মূল্যবৃদ্ধিতে: [225, 778, 329, 794]
- article-chinese-ambassador: [8, 1018, 210, 1272]
- article-headline: ভারতকে বাংলাদেশ থেকে: [573, 1160, 661, 1188]
- article-body: ঘটনায় আতঙ্ক ছড়িয়েছে এলাকায়। গতকাল সন্ধ্যায় বাজারের পাশে পরপর কয়েকটি ককটেল বিস্ফোরণের শব্দে লোকজন ছোটাছুটি শুরু করে। এতে কয়েকজন আহত হন। আহতদের স্থানীয় হাসপাতালে ভর্তি করা হয়েছে। পুলিশ জানায়, ঘটনাস্থল থেকে অবিস্ফোরিত ককটেল উদ্ধার করা হয়েছে। এলাকায় অতিরিক্ত পুলিশ মোতায়েন করা হয়েছে। প্রত্যক্ষদর্শীরা জানান, মোটরসাইকেলে আসা দুর্বৃত্তরা ককটেল ছুড়ে পালিয়ে যায়। পুলিশ সিসিটিভি ফুটেজ সংগ্রহ করে দুর্বৃত্তদের শনাক্তের চেষ্টা করছে। ব্যবসায়ীরা নিরাপত্তাহীনতায় দোকানপাট বন্ধ করে দেন। স্থানীয় বাসিন্দারা দোষীদের দ্রুত গ্রেপ্তারের দাবি জানিয়েছেন। থানার ওসি জানান, ঘটনার সঙ্গে জড়িতদের গ্রেপ্তারে অভিযান চলছে। রাজনৈতিক বিরোধের জেরে ঘটনাটি ঘটতে পারে বলে প্রাথমিকভাবে ধারণা করা হচ্ছে। এ ঘটনায় মামলার প্রস্তুতি চলছে। আহতদের একজনের অবস্থা আশঙ্কাজনক বলে চিকিৎসকরা জানিয়েছেন। ঘটনার পর এলাকায় থমথমে পরিস্থিতি বিরাজ করছে। জেলা প্রশাসনের পক্ষ থেকে আহতদের চিকিৎসার খরচ বহনের ঘোষণা দেওয়া হয়েছে।: [562, 847, 672, 1043]
